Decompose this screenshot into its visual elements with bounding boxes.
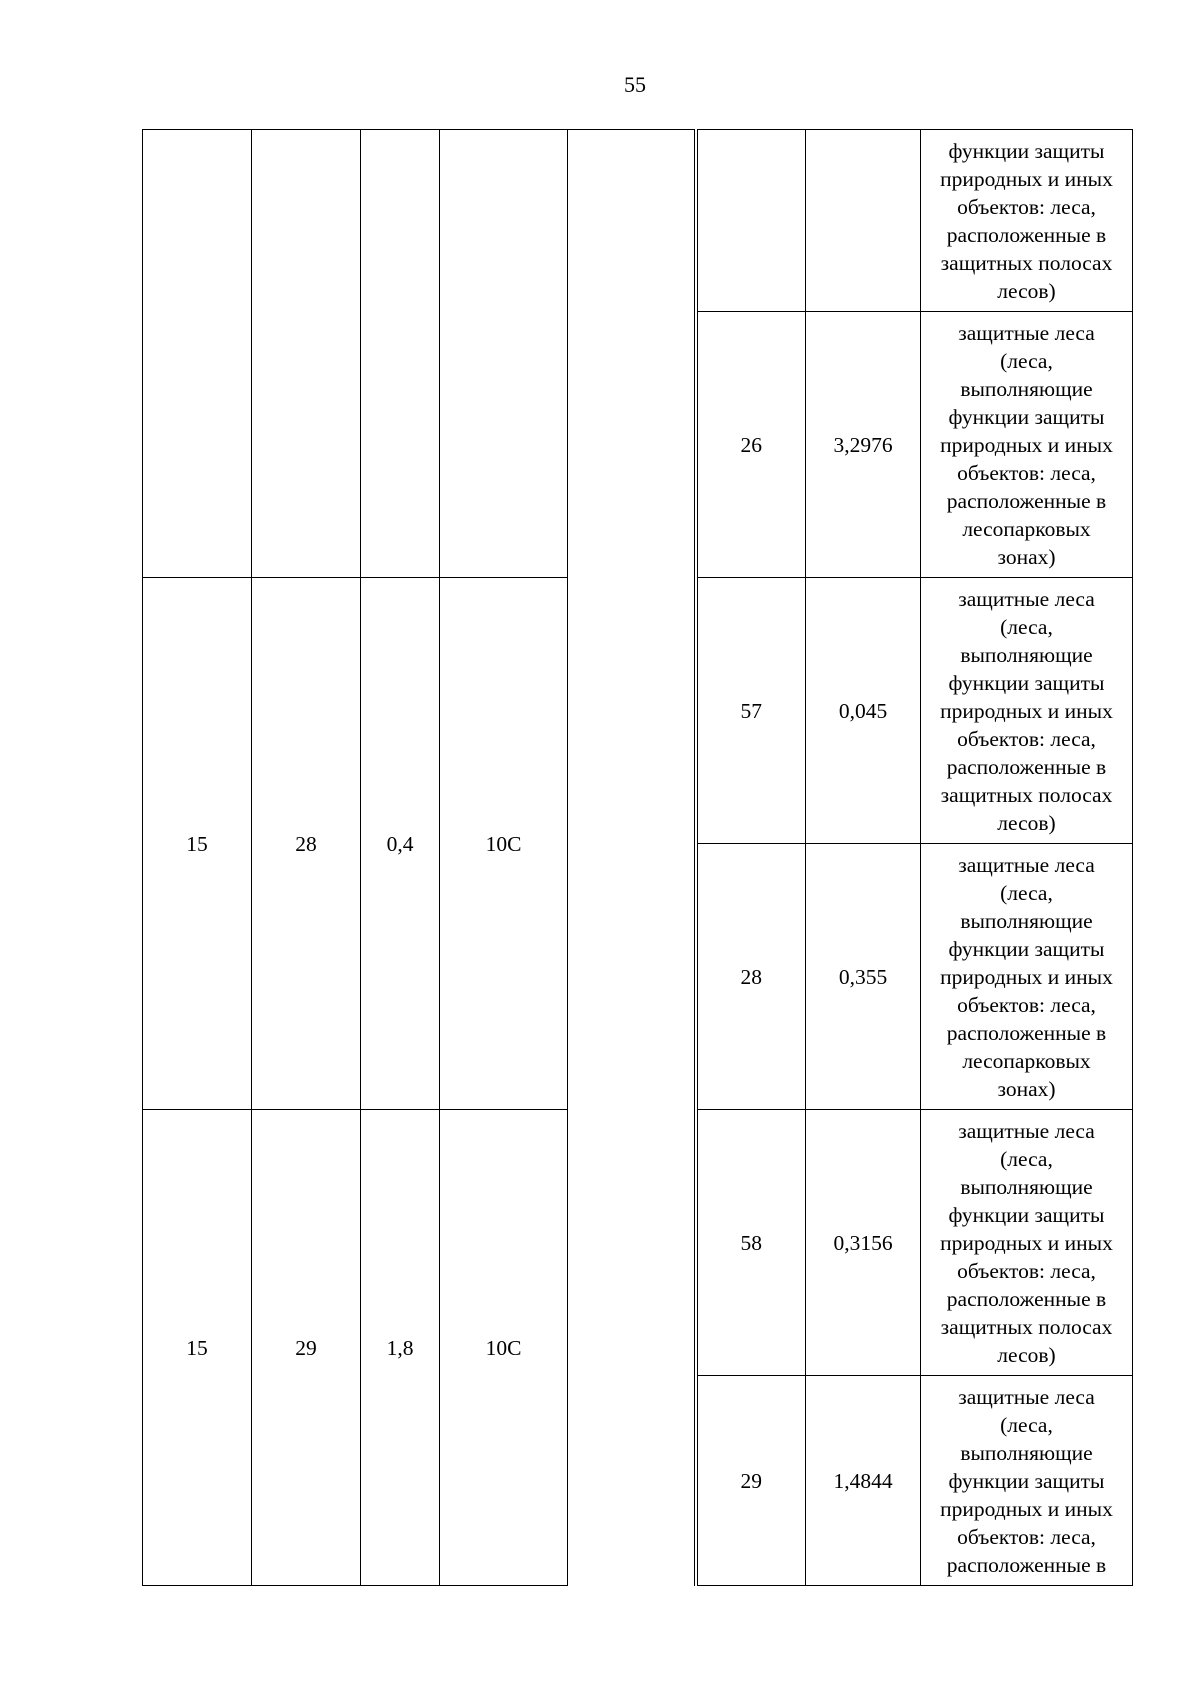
plot-number-cell: [696, 130, 806, 312]
plot-area-cell: 0,355: [806, 844, 921, 1110]
plot-number-cell: 58: [696, 1110, 806, 1376]
composition-cell: 10С: [440, 1110, 568, 1586]
forest-plots-table: [142, 129, 1133, 1586]
description-cell: функции защиты природных и иных объектов: леса, расположенные в защитных полосах лесов): [921, 130, 1133, 312]
plot-area-cell: 0,3156: [806, 1110, 921, 1376]
description-cell: защитные леса (леса, выполняющие функции защиты природных и иных объектов: леса, расположенные в лесопарковых зонах): [921, 844, 1133, 1110]
section-cell: [252, 130, 361, 578]
blank-column-cell: [568, 130, 696, 1586]
description-cell: защитные леса (леса, выполняющие функции защиты природных и иных объектов: леса, расположенные в защитных полосах лесов): [921, 578, 1133, 844]
quarter-cell: 15: [143, 578, 252, 1110]
plot-area-cell: 3,2976: [806, 312, 921, 578]
plot-number-cell: 26: [696, 312, 806, 578]
plot-area-cell: 1,4844: [806, 1376, 921, 1586]
plot-number-cell: 29: [696, 1376, 806, 1586]
composition-cell: [440, 130, 568, 578]
area-cell: 0,4: [361, 578, 440, 1110]
description-cell: защитные леса (леса, выполняющие функции защиты природных и иных объектов: леса, расположенные в защитных полосах лесов): [921, 1110, 1133, 1376]
area-cell: [361, 130, 440, 578]
table-row: [143, 130, 1133, 312]
section-cell: 29: [252, 1110, 361, 1586]
section-cell: 28: [252, 578, 361, 1110]
page-number: 55: [624, 72, 646, 97]
plot-number-cell: 28: [696, 844, 806, 1110]
plot-area-cell: [806, 130, 921, 312]
composition-cell: 10С: [440, 578, 568, 1110]
area-cell: 1,8: [361, 1110, 440, 1586]
quarter-cell: [143, 130, 252, 578]
plot-area-cell: 0,045: [806, 578, 921, 844]
quarter-cell: 15: [143, 1110, 252, 1586]
description-cell: защитные леса (леса, выполняющие функции защиты природных и иных объектов: леса, расположенные в лесопарковых зонах): [921, 312, 1133, 578]
plot-number-cell: 57: [696, 578, 806, 844]
description-cell: защитные леса (леса, выполняющие функции защиты природных и иных объектов: леса, расположенные в: [921, 1376, 1133, 1586]
